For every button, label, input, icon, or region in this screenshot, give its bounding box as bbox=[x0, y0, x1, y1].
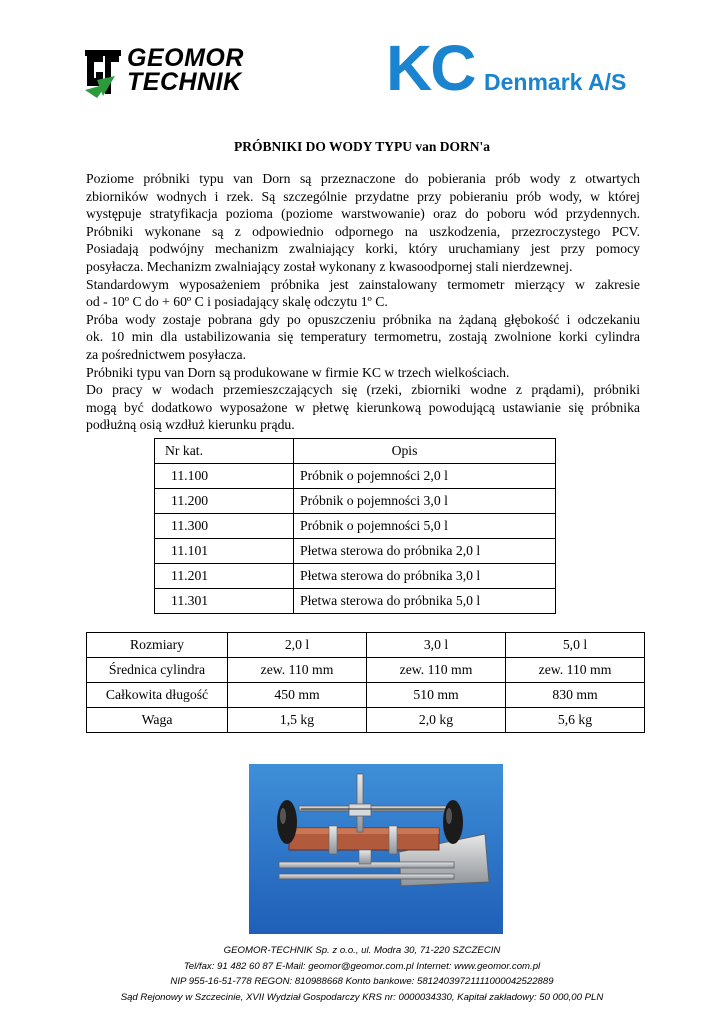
body-line: Standardowym wyposażeniem próbnika jest zainstalowany termometr mierzący w zakresie bbox=[86, 276, 640, 292]
table-row bbox=[87, 658, 645, 683]
header-cell: Opis bbox=[294, 439, 556, 464]
table-row bbox=[155, 539, 556, 564]
value-cell: 510 mm bbox=[367, 683, 506, 708]
table-row bbox=[155, 464, 556, 489]
body-line: za pośrednictwem posyłacza. bbox=[86, 346, 246, 362]
table-header-row bbox=[155, 439, 556, 464]
value-cell: zew. 110 mm bbox=[367, 658, 506, 683]
catalog-number-cell: 11.100 bbox=[155, 464, 294, 489]
value-cell: 5,6 kg bbox=[506, 708, 645, 733]
footer-line: Tel/fax: 91 482 60 87 E-Mail: geomor@geomor.com.pl Internet: www.geomor.com.pl bbox=[183, 960, 541, 972]
value-cell: zew. 110 mm bbox=[228, 658, 367, 683]
body-line: Do pracy w wodach przemieszczających się (rzeki, zbiorniki wodne z prądami), próbniki bbox=[86, 382, 640, 398]
description-cell: Próbnik o pojemności 3,0 l bbox=[294, 489, 556, 514]
table-row bbox=[155, 564, 556, 589]
body-line: podłużną osią wzdłuż kierunku prądu. bbox=[86, 417, 295, 433]
geomor-line1: GEOMOR bbox=[127, 44, 244, 72]
header-cell: 3,0 l bbox=[367, 633, 506, 658]
row-label-cell: Waga bbox=[87, 708, 228, 733]
description-cell: Płetwa sterowa do próbnika 2,0 l bbox=[294, 539, 556, 564]
body-line: Posiadają podwójny mechanizm zwalniający korki, który uruchamiany jest przy pomocy bbox=[86, 241, 640, 257]
body-line: zbiorników wodnych i rzek. Są szczególnie przydatne przy pobieraniu prób wody, w której bbox=[86, 188, 640, 204]
table-row bbox=[87, 708, 645, 733]
body-line: Próbniki wykonane są z odpowiednio odpornego na uszkodzenia, przezroczystego PCV. bbox=[86, 223, 640, 239]
footer-line: NIP 955-16-51-778 REGON: 810988668 Konto bankowe: 58124039721111000042522889 bbox=[170, 976, 554, 988]
catalog-number-cell: 11.301 bbox=[155, 589, 294, 614]
value-cell: 450 mm bbox=[228, 683, 367, 708]
document-title: PRÓBNIKI DO WODY TYPU van DORN'a bbox=[234, 139, 490, 154]
kc-logo-letters: KC bbox=[386, 32, 475, 104]
value-cell: 2,0 kg bbox=[367, 708, 506, 733]
table-row bbox=[155, 514, 556, 539]
catalog-table bbox=[154, 438, 556, 614]
value-cell: zew. 110 mm bbox=[506, 658, 645, 683]
description-cell: Płetwa sterowa do próbnika 3,0 l bbox=[294, 564, 556, 589]
kc-logo-subtitle: Denmark A/S bbox=[484, 69, 627, 95]
table-header-row bbox=[87, 633, 645, 658]
row-label-cell: Średnica cylindra bbox=[87, 658, 228, 683]
header-cell: 2,0 l bbox=[228, 633, 367, 658]
body-line: ok. 10 min dla ustabilizowania się temperatury termometru, zostają zwolnione korki cylindra bbox=[86, 329, 640, 345]
gt-logo-mark-icon bbox=[83, 46, 125, 98]
footer-line: GEOMOR-TECHNIK Sp. z o.o., ul. Modra 30, 71-220 SZCZECIN bbox=[223, 945, 501, 956]
catalog-number-cell: 11.201 bbox=[155, 564, 294, 589]
footer-line: Sąd Rejonowy w Szczecinie, XVII Wydział Gospodarczy KRS nr: 0000034330, Kapitał zakładowy: 50 000,00 PLN bbox=[120, 991, 604, 1003]
sampler-product-photo bbox=[249, 764, 503, 934]
description-cell: Próbnik o pojemności 2,0 l bbox=[294, 464, 556, 489]
body-text bbox=[86, 170, 640, 434]
catalog-number-cell: 11.300 bbox=[155, 514, 294, 539]
body-line: mogą być dodatkowo wyposażone w płetwę kierunkową powodującą ustawianie się próbnika bbox=[86, 399, 640, 415]
table-row bbox=[87, 683, 645, 708]
header-cell: Nr kat. bbox=[155, 439, 294, 464]
header-cell: Rozmiary bbox=[87, 633, 228, 658]
description-cell: Płetwa sterowa do próbnika 5,0 l bbox=[294, 589, 556, 614]
value-cell: 1,5 kg bbox=[228, 708, 367, 733]
table-row bbox=[155, 489, 556, 514]
body-line: posyłacza. Mechanizm zwalniający został wykonany z kwasoodpornej stali nierdzewnej. bbox=[86, 258, 573, 274]
row-label-cell: Całkowita długość bbox=[87, 683, 228, 708]
body-line: występuje stratyfikacja pozioma (poziome warstwowanie) oraz do poboru wód przydennych. bbox=[86, 206, 640, 222]
body-line: Poziome próbniki typu van Dorn są przeznaczone do pobierania prób wody z otwartych bbox=[86, 171, 640, 186]
body-line: Próbniki typu van Dorn są produkowane w firmie KC w trzech wielkościach. bbox=[86, 364, 510, 380]
body-line: Próba wody zostaje pobrana gdy po opuszczeniu próbnika na żądaną głębokość i odczekaniu bbox=[86, 311, 640, 327]
catalog-number-cell: 11.200 bbox=[155, 489, 294, 514]
table-row bbox=[155, 589, 556, 614]
footer bbox=[0, 943, 724, 1005]
header-cell: 5,0 l bbox=[506, 633, 645, 658]
body-line: od - 10º C do + 60º C i posiadający skalę odczytu 1º C. bbox=[86, 294, 388, 310]
geomor-line2: TECHNIK bbox=[127, 68, 242, 96]
sizes-table bbox=[86, 632, 645, 733]
description-cell: Próbnik o pojemności 5,0 l bbox=[294, 514, 556, 539]
catalog-number-cell: 11.101 bbox=[155, 539, 294, 564]
value-cell: 830 mm bbox=[506, 683, 645, 708]
geomor-technik-logo bbox=[83, 44, 273, 102]
